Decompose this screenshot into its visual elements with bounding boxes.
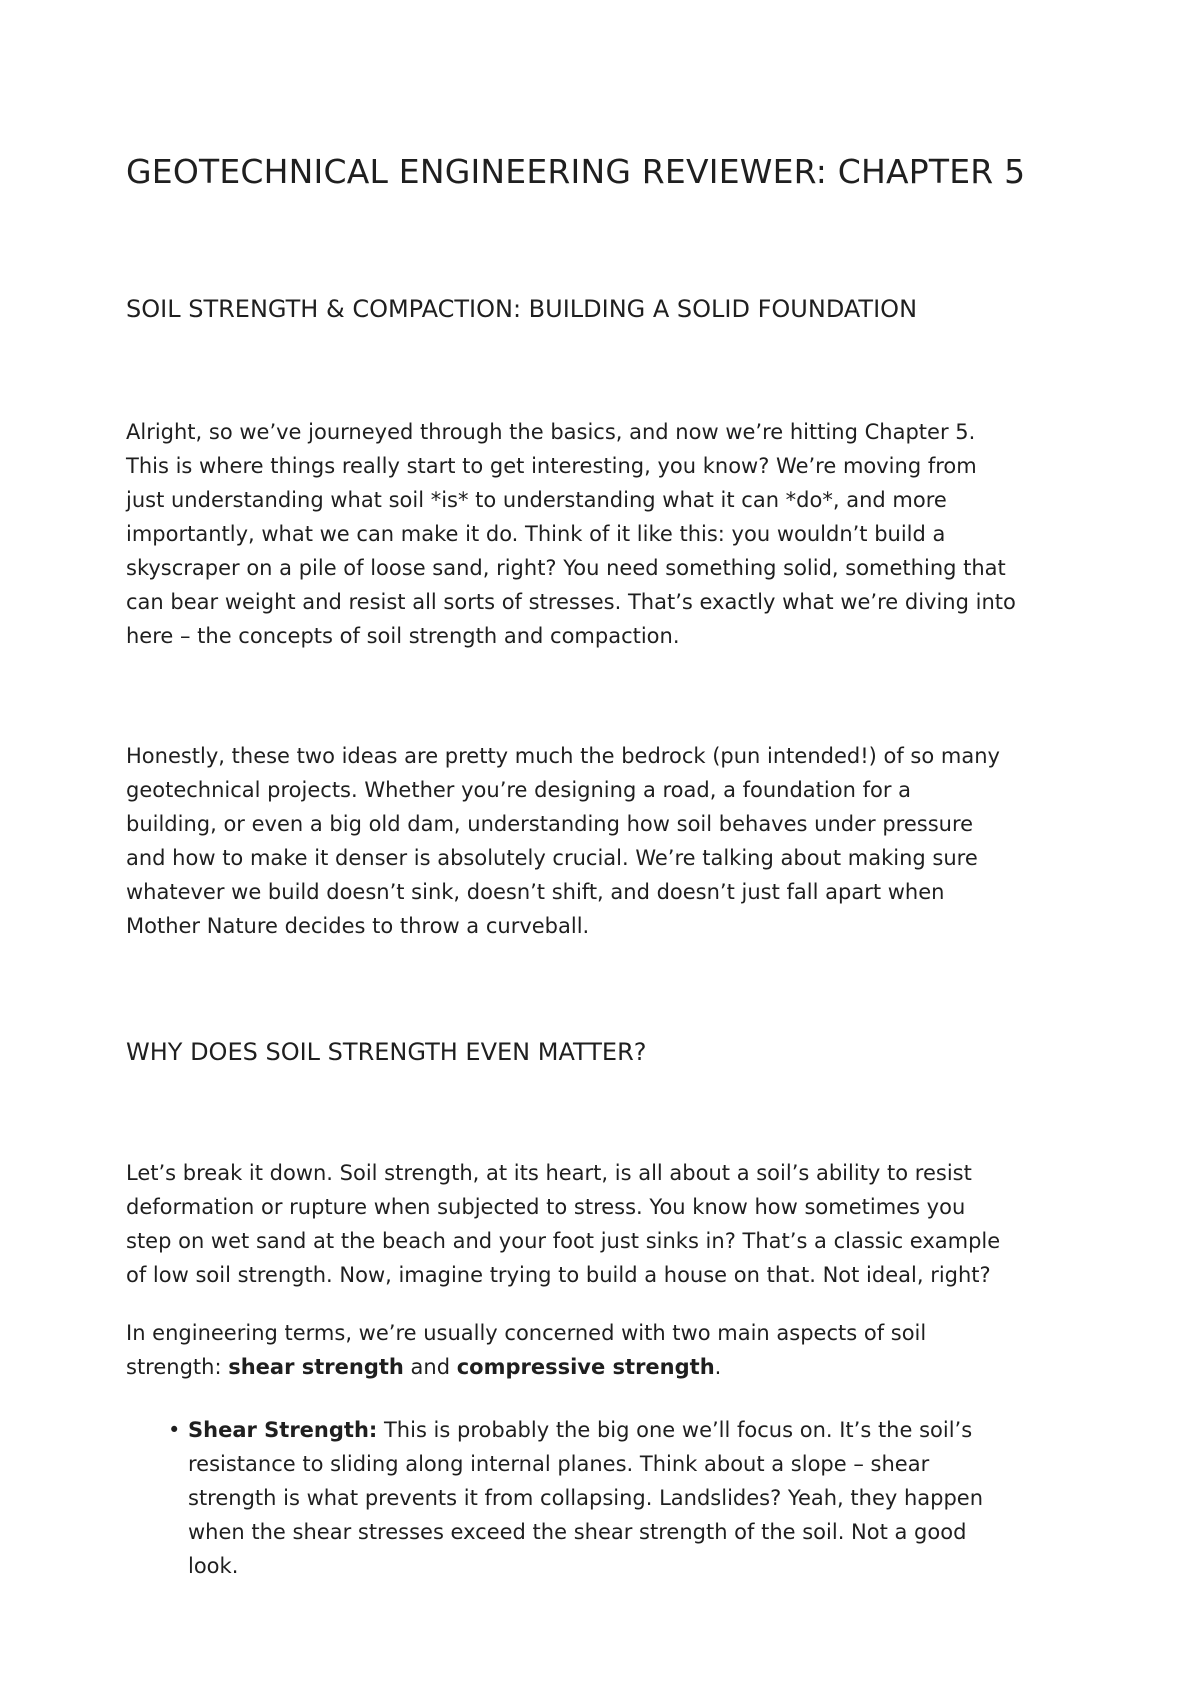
paragraph-line: Let’s break it down. Soil strength, at its heart, is all about a soil’s ability to resist: [126, 1161, 972, 1185]
paragraph-line: step on wet sand at the beach and your foot just sinks in? That’s a classic example: [126, 1229, 1001, 1253]
text-run: strength:: [126, 1355, 229, 1379]
paragraph-line: just understanding what soil *is* to understanding what it can *do*, and more: [126, 488, 947, 512]
paragraph-two-aspects: [126, 1316, 1086, 1384]
list-item-line: when the shear stresses exceed the shear strength of the soil. Not a good: [188, 1520, 967, 1544]
paragraph-line: of low soil strength. Now, imagine trying to build a house on that. Not ideal, right?: [126, 1263, 991, 1287]
paragraph-line: Honestly, these two ideas are pretty much the bedrock (pun intended!) of so many: [126, 744, 1000, 768]
list-item-shear-strength: [170, 1413, 1070, 1583]
bold-term-compressive-strength: compressive strength: [456, 1355, 715, 1379]
paragraph-intro: [126, 415, 1086, 653]
bold-term-shear-strength: shear strength: [228, 1355, 404, 1379]
bold-label-shear-strength: Shear Strength:: [188, 1418, 378, 1442]
paragraph-line: deformation or rupture when subjected to stress. You know how sometimes you: [126, 1195, 966, 1219]
paragraph-line: can bear weight and resist all sorts of stresses. That’s exactly what we’re diving into: [126, 590, 1016, 614]
paragraph-line: here – the concepts of soil strength and compaction.: [126, 624, 680, 648]
paragraph-line: importantly, what we can make it do. Think of it like this: you wouldn’t build a: [126, 522, 946, 546]
paragraph-line: whatever we build doesn’t sink, doesn’t shift, and doesn’t just fall apart when: [126, 880, 945, 904]
paragraph-line: In engineering terms, we’re usually concerned with two main aspects of soil: [126, 1321, 927, 1345]
list-item-line: [170, 1413, 1070, 1447]
list-item-line: resistance to sliding along internal planes. Think about a slope – shear: [188, 1452, 930, 1476]
section-heading-why-soil-strength: WHY DOES SOIL STRENGTH EVEN MATTER?: [126, 1038, 647, 1066]
paragraph-soil-strength-definition: [126, 1156, 1086, 1292]
paragraph-line: geotechnical projects. Whether you’re designing a road, a foundation for a: [126, 778, 911, 802]
paragraph-line: Alright, so we’ve journeyed through the basics, and now we’re hitting Chapter 5.: [126, 420, 976, 444]
paragraph-line: building, or even a big old dam, understanding how soil behaves under pressure: [126, 812, 974, 836]
paragraph-line: skyscraper on a pile of loose sand, right? You need something solid, something that: [126, 556, 1006, 580]
text-run: .: [714, 1355, 722, 1379]
text-run: and: [403, 1355, 457, 1379]
bullet-marker: •: [168, 1418, 181, 1442]
paragraph-line: This is where things really start to get interesting, you know? We’re moving from: [126, 454, 977, 478]
paragraph-importance: [126, 739, 1086, 943]
paragraph-line: Mother Nature decides to throw a curveball.: [126, 914, 590, 938]
section-heading-soil-strength-compaction: SOIL STRENGTH & COMPACTION: BUILDING A SOLID FOUNDATION: [126, 295, 918, 323]
text-run: This is probably the big one we’ll focus on. It’s the soil’s: [377, 1418, 973, 1442]
paragraph-line: [126, 1350, 1086, 1384]
list-item-line: strength is what prevents it from collapsing. Landslides? Yeah, they happen: [188, 1486, 984, 1510]
paragraph-line: and how to make it denser is absolutely crucial. We’re talking about making sure: [126, 846, 978, 870]
document-title: GEOTECHNICAL ENGINEERING REVIEWER: CHAPTER 5: [126, 152, 1026, 191]
list-item-line: look.: [188, 1554, 239, 1578]
